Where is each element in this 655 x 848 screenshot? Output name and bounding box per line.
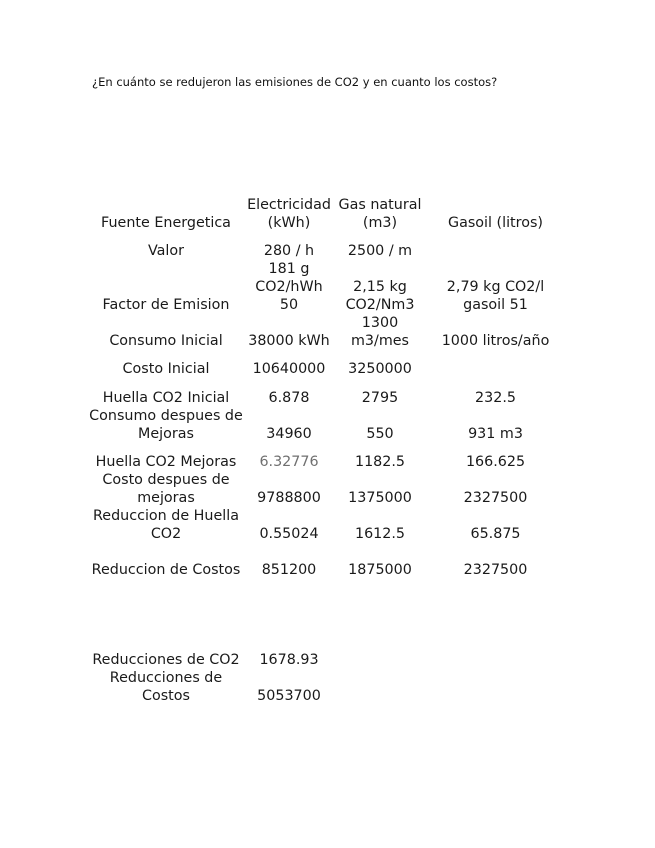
table-cell: 1182.5	[354, 454, 406, 470]
row-label: Factor de Emision	[102, 297, 230, 313]
table-cell: 1375000	[348, 490, 412, 506]
table-row	[88, 314, 565, 350]
table-row	[88, 232, 565, 260]
header-row	[88, 196, 565, 232]
header-gas-natural: Gas natural (m3)	[338, 197, 422, 231]
table-cell: 1612.5	[354, 526, 406, 542]
header-electricidad: Electricidad (kWh)	[247, 197, 331, 231]
table-cell: 2327500	[463, 562, 528, 578]
question-text: ¿En cuánto se redujeron las emisiones de CO2 y en cuanto los costos?	[92, 75, 498, 89]
table-row	[88, 260, 565, 314]
summary-table	[88, 633, 334, 705]
table-cell: 232.5	[475, 390, 516, 406]
table-cell	[426, 350, 565, 378]
table-cell: 10640000	[252, 361, 326, 377]
table-cell: 2327500	[463, 490, 528, 506]
emissions-table	[88, 196, 565, 579]
table-cell: 2500 / m	[347, 243, 413, 259]
table-cell: 65.875	[470, 526, 521, 542]
table-cell: 1000 litros/año	[441, 333, 550, 349]
table-cell: 9788800	[257, 490, 321, 506]
table-cell: 38000 kWh	[248, 333, 330, 349]
row-label: Valor	[147, 243, 185, 259]
row-label: Huella CO2 Inicial	[102, 390, 230, 406]
table-cell: 1300 m3/mes	[350, 315, 409, 349]
summary-value: 1678.93	[259, 652, 319, 668]
table-cell: 851200	[261, 562, 317, 578]
table-cell: 6.32776	[259, 454, 319, 470]
header-fuente: Fuente Energetica	[101, 215, 231, 231]
table-row	[88, 443, 565, 471]
table-cell: 280 / h	[263, 243, 315, 259]
table-cell: 0.55024	[259, 526, 319, 542]
table-row	[88, 350, 565, 378]
table-cell: 1875000	[348, 562, 412, 578]
table-cell	[426, 232, 565, 260]
table-row	[88, 407, 565, 443]
row-label: Huella CO2 Mejoras	[95, 454, 237, 470]
row-label: Reduccion de Huella CO2	[93, 508, 239, 542]
table-cell: 931 m3	[468, 426, 523, 442]
row-label: Reduccion de Costos	[91, 562, 241, 578]
table-cell: 34960	[266, 426, 312, 442]
table-cell: 166.625	[465, 454, 526, 470]
summary-value: 5053700	[257, 688, 321, 704]
summary-row	[88, 633, 334, 669]
row-label: Consumo Inicial	[109, 333, 223, 349]
table-cell: 550	[366, 426, 394, 442]
table-row	[88, 471, 565, 507]
table-cell: 2795	[361, 390, 399, 406]
table-cell: 2,79 kg CO2/l gasoil 51	[446, 279, 545, 313]
row-label: Consumo despues de Mejoras	[89, 408, 243, 442]
table-cell: 181 g CO2/hWh 50	[255, 261, 323, 313]
header-gasoil: Gasoil (litros)	[448, 215, 543, 231]
summary-row	[88, 669, 334, 705]
table-cell: 6.878	[268, 390, 310, 406]
row-label: Costo despues de mejoras	[102, 472, 230, 506]
summary-label: Reducciones de Costos	[109, 670, 223, 704]
table-row	[88, 543, 565, 579]
table-row	[88, 378, 565, 407]
table-cell: 3250000	[348, 361, 412, 377]
row-label: Costo Inicial	[122, 361, 210, 377]
table-row	[88, 507, 565, 543]
summary-label: Reducciones de CO2	[92, 652, 240, 668]
table-cell: 2,15 kg CO2/Nm3	[345, 279, 415, 313]
